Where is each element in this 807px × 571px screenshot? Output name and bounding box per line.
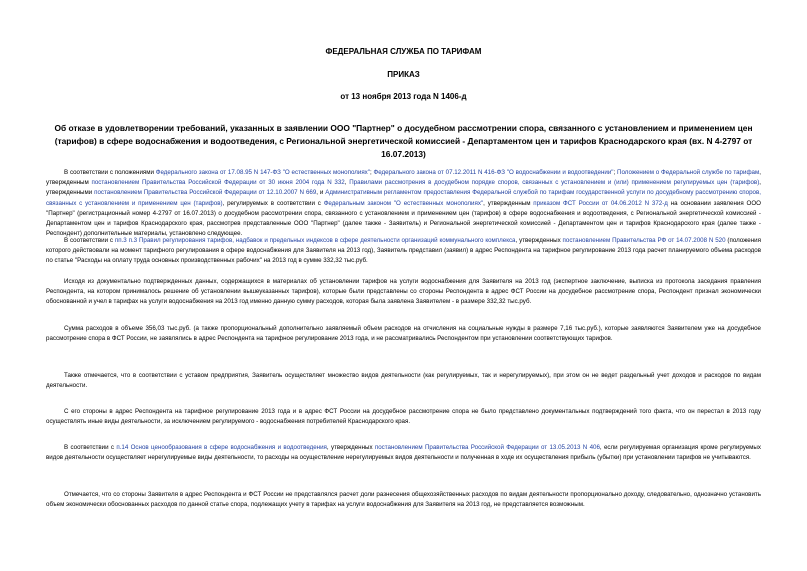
paragraph-3 [46,277,761,308]
paragraph-text: , утвержденных [515,237,563,244]
paragraph-text: , [344,179,350,187]
paragraph-text: , утвержденными [46,179,761,197]
paragraph-1 [46,168,761,239]
document-link[interactable]: Федерального закона от 07.12.2011 N 416-ФЗ "О водоснабжении и водоотведении" [373,169,614,176]
document-link[interactable]: Федеральным законом "О естественных монополиях" [323,199,484,207]
paragraph-text: Исходя из документально подтвержденных данных, содержащихся в материалах об установлении тарифов на услуги водоснабжения для Заявителя на 2013 год (экспертное заключение, выписка из протокола заседания правления Респондента, на котором принималось решение об установлении вышеуказанных тарифов), которые были представлены со стороны Респондента в адрес ФСТ России на досудебное рассмотрение спора, Респондент признал экономически обоснованной и учел в тарифах на услуги водоснабжения на 2013 год именно данную сумму расходов, которая была заявлена Заявителем - в размере 332,32 тыс.руб. [46,278,761,306]
paragraph-text: , если регулируемая организация кроме регулируемых видов деятельности осуществляет нерегулируемые виды деятельности, то расходы на осуществление нерегулируемых видов деятельности и полученная в ходе их осуществления прибыль (убытки) при установлении тарифов не учитываются. [46,444,761,462]
document-link[interactable]: пп.3 п.3 Правил регулирования тарифов, надбавок и предельных индексов в сфере деятельности организаций коммунального комплекса [114,237,516,244]
paragraph-5 [46,371,761,391]
paragraph-2 [46,236,761,267]
paragraph-text: ; [613,169,618,176]
paragraph-text: (положения которого действовали на момент тарифного регулирования в сфере водоснабжения для Заявителя на 2013 год), Заявитель представил (заявил) в адрес Респондента на тарифное регулирование 2013 года расчет планируемого объема расходов по статье "Расходы на оплату труда основных производственных рабочих" на 2013 год в сумме 332,32 тыс.руб. [46,237,761,265]
paragraph-text: В соответствии с [64,237,115,244]
paragraph-text: С его стороны в адрес Респондента на тарифное регулирование 2013 года и в адрес ФСТ России на досудебное рассмотрение спора не было представлено документальных подтверждений того факта, что он перестал в 2013 году осуществлять иные виды деятельности, за исключением регулируемого - водоснабжения потребителей Краснодарского края. [46,408,761,426]
paragraph-text: , утвержденных [326,444,375,451]
paragraph-7 [46,443,761,463]
paragraph-4 [46,324,761,344]
paragraph-text: , и [316,189,326,197]
document-link[interactable]: постановлением Правительства Российской Федерации от 13.05.2013 N 406 [374,444,600,451]
document-link[interactable]: постановлением Правительства Российской Федерации от 30 июня 2004 года N 332 [91,179,345,187]
paragraph-text: Также отмечается, что в соответствии с уставом предприятия, Заявитель осуществляет множество видов деятельности (как регулируемых, так и нерегулируемых), при этом он не ведет раздельный учет доходов и расходов по видам деятельности. [46,372,761,390]
document-date-number: от 13 ноября 2013 года N 1406-д [340,92,467,101]
paragraph-text: , регулируемых в соответствии с [222,199,324,207]
document-link[interactable]: Федерального закона от 17.08.95 N 147-ФЗ "О естественных монополиях" [155,169,370,176]
document-title: Об отказе в удовлетворении требований, указанных в заявлении ООО "Партнер" о досудебном рассмотрении спора, связанного с установлением и применением цен (тарифов) в сфере водоснабжения и водоотведения, с Региональной энергетической комиссией - Департаментом цен и тарифов Краснодарского края (вх. N 4-2797 от 16.07.2013) [54,123,753,159]
document-link[interactable]: Положением о Федеральной службе по тарифам [617,169,760,176]
document-link[interactable]: постановлением Правительства РФ от 14.07.2008 N 520 [562,237,726,244]
paragraph-text: Сумма расходов в объеме 356,03 тыс.руб. (а также пропорциональный дополнительно заявляемый объем расходов на отчисления на социальные нужды в размере 7,16 тыс.руб.), которые заявляются Заявителем уже на досудебное рассмотрение спора в ФСТ России, не заявлялись в адрес Респондента на тарифное регулирование 2013 года, и не рассматривались Респондентом при установлении соответствующих тарифов. [46,325,761,343]
document-link[interactable]: постановлением Правительства Российской Федерации от 12.10.2007 N 669 [94,189,317,197]
paragraph-text: , утвержденным [46,169,761,187]
paragraph-6 [46,407,761,427]
document-link[interactable]: Правилами рассмотрения в досудебном порядке споров, связанных с установлением и (или) применением регулируемых цен (тарифов) [349,179,760,187]
document-link[interactable]: п.14 Основ ценообразования в сфере водоснабжения и водоотведения [116,444,327,451]
document-link[interactable]: Административным регламентом предоставления Федеральной службой по тарифам государственной услуги по досудебному рассмотрению споров, связанных с установлением и применением цен (тарифов) [46,189,761,207]
agency-heading: ФЕДЕРАЛЬНАЯ СЛУЖБА ПО ТАРИФАМ [325,47,482,56]
document-type-heading: ПРИКАЗ [387,70,420,79]
paragraph-text: В соответствии с [64,444,117,451]
paragraph-8 [46,490,761,510]
paragraph-text: В соответствии с положениями [64,169,156,176]
paragraph-text: на основании заявления ООО "Партнер" (регистрационный номер 4-2797 от 16.07.2013) о досудебном рассмотрении спора, связанного с установлением и применением цен (тарифов) в сфере водоснабжения и водоотведения, с Региональной энергетической комиссией - Департаментом цен и тарифов Краснодарского края, рассмотрев представленные ООО "Партнер" (далее также - Заявитель) и Региональной энергетической комиссией - Департаментом цен и тарифов Краснодарского края (далее также - Респондент) дополнительные материалы, установлено следующее. [46,199,761,238]
paragraph-text: , утвержденным [483,199,534,207]
paragraph-text: Отмечается, что со стороны Заявителя в адрес Респондента и ФСТ России не представлялся расчет доли разнесения общехозяйственных расходов по видам деятельности пропорционально доходу, следовательно, однозначно установить объем экономически обоснованных расходов по данной статье спора, подлежащих учету в тарифах на услуги водоснабжения для Заявителя на 2013 год, не представляется возможным. [46,491,761,509]
paragraph-text: ; [369,169,374,176]
document-link[interactable]: приказом ФСТ России от 04.06.2012 N 372-д [533,199,668,207]
